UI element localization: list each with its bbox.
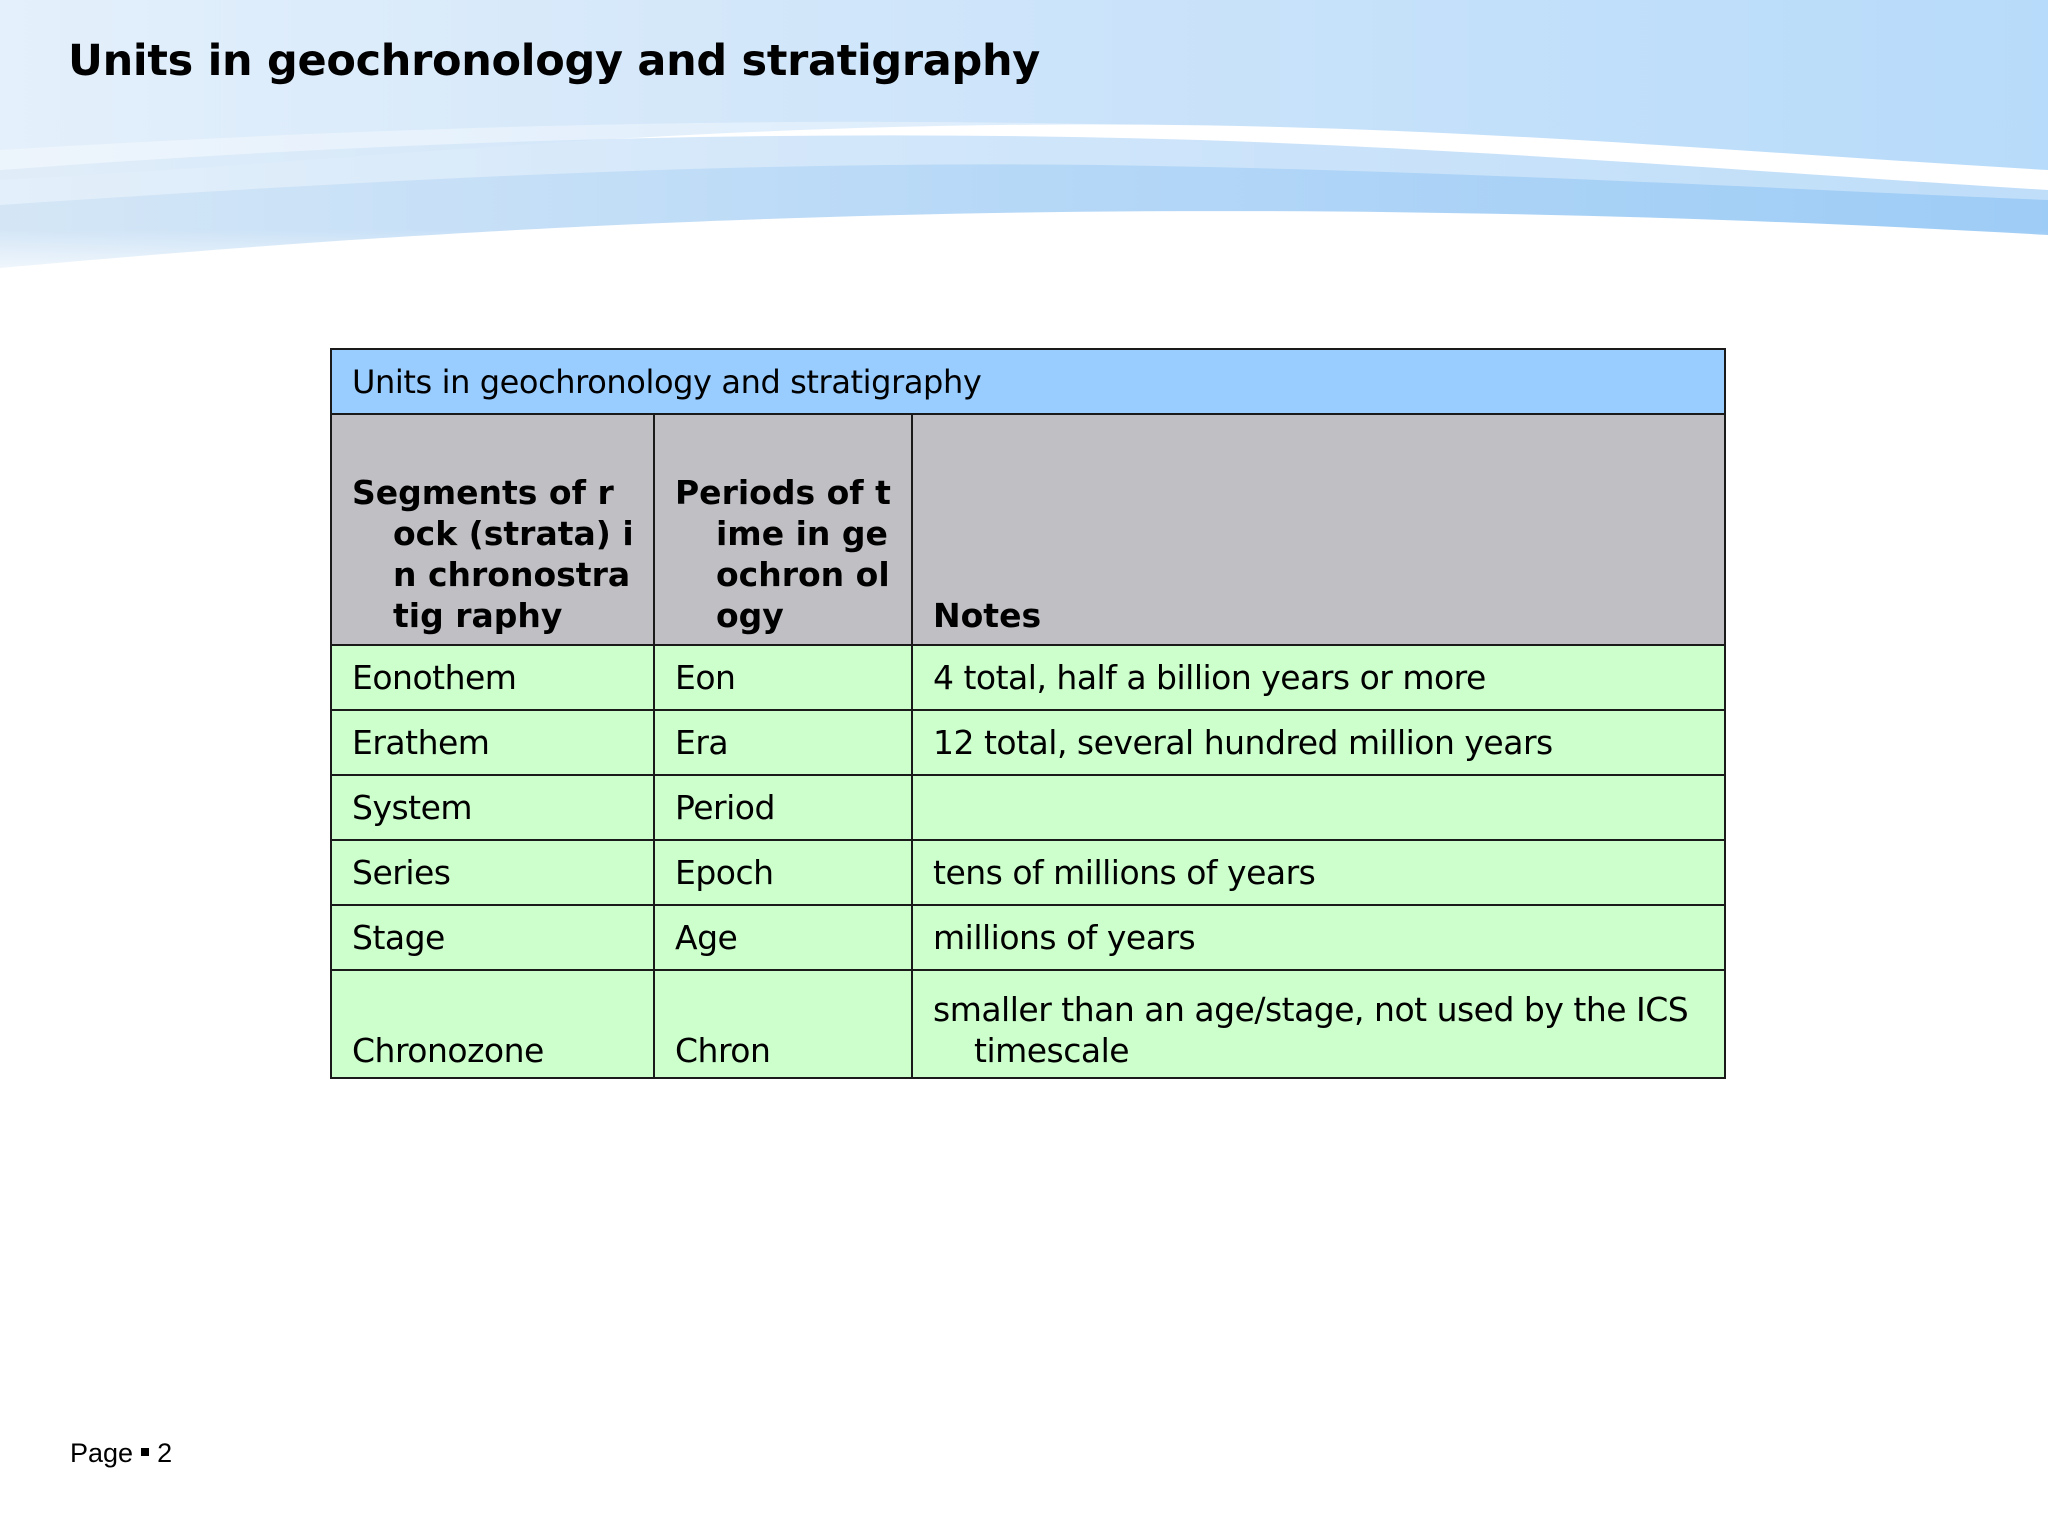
strata-cell: Series: [331, 840, 654, 905]
table-row: [331, 710, 1725, 775]
table-caption: Units in geochronology and stratigraphy: [331, 349, 1725, 414]
time-cell: Chron: [654, 970, 912, 1078]
time-cell: Eon: [654, 645, 912, 710]
table-row: [331, 775, 1725, 840]
table-row: [331, 905, 1725, 970]
notes-cell: smaller than an age/stage, not used by the ICS timescale: [912, 970, 1725, 1078]
table-caption-row: [331, 349, 1725, 414]
time-cell: Epoch: [654, 840, 912, 905]
strata-cell: Stage: [331, 905, 654, 970]
strata-cell: Eonothem: [331, 645, 654, 710]
time-cell: Period: [654, 775, 912, 840]
strata-cell: Chronozone: [331, 970, 654, 1078]
strata-cell: Erathem: [331, 710, 654, 775]
strata-cell: System: [331, 775, 654, 840]
notes-cell: 4 total, half a billion years or more: [912, 645, 1725, 710]
column-header-time: Periods of time in geochron ology: [654, 414, 912, 645]
notes-cell: tens of millions of years: [912, 840, 1725, 905]
table-row: [331, 970, 1725, 1078]
page-footer: [70, 1438, 172, 1469]
page-label: Page: [70, 1438, 134, 1468]
slide-title: Units in geochronology and stratigraphy: [68, 36, 1041, 86]
bullet-separator-icon: [141, 1448, 149, 1456]
time-cell: Age: [654, 905, 912, 970]
table-row: [331, 840, 1725, 905]
units-table: [330, 348, 1726, 1079]
notes-cell: millions of years: [912, 905, 1725, 970]
table-header-row: [331, 414, 1725, 645]
notes-cell: 12 total, several hundred million years: [912, 710, 1725, 775]
table-row: [331, 645, 1725, 710]
column-header-notes: Notes: [912, 414, 1725, 645]
page-number: 2: [157, 1438, 173, 1468]
column-header-strata: Segments of rock (strata) in chronostratig raphy: [331, 414, 654, 645]
time-cell: Era: [654, 710, 912, 775]
notes-cell: [912, 775, 1725, 840]
